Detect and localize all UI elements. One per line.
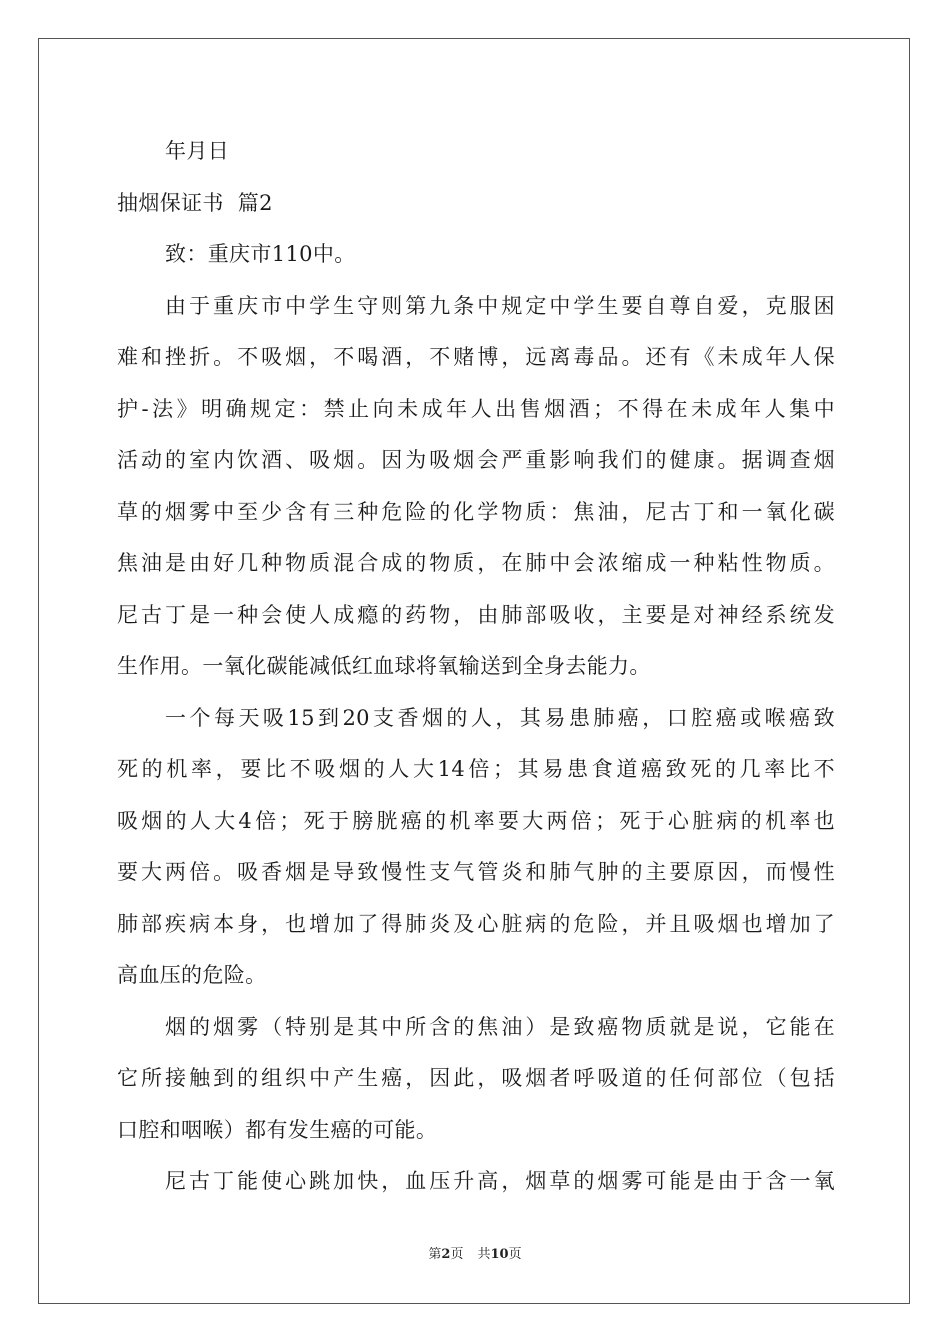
page-footer (0, 1246, 950, 1264)
paragraph-line: 它所接触到的组织中产生癌，因此，吸烟者呼吸道的任何部位（包括 (117, 1066, 835, 1090)
paragraph-line: 由于重庆市中学生守则第九条中规定中学生要自尊自爱，克服困 (165, 293, 835, 318)
paragraph-line: 焦油是由好几种物质混合成的物质，在肺中会浓缩成一种粘性物质。 (117, 551, 835, 575)
paragraph-line: 尼古丁能使心跳加快，血压升高，烟草的烟雾可能是由于含一氧 (165, 1169, 835, 1193)
paragraph-line: 口腔和咽喉）都有发生癌的可能。 (117, 1117, 438, 1142)
paragraph-line: 一个每天吸15到20支香烟的人，其易患肺癌，口腔癌或喉癌致 (165, 705, 835, 730)
paragraph-4 (117, 1156, 835, 1208)
paragraph-line: 护-法》明确规定：禁止向未成年人出售烟酒；不得在未成年人集中 (117, 396, 835, 421)
footer-total-suffix: 页 (508, 1247, 522, 1262)
total-pages-number: 10 (490, 1247, 509, 1262)
document-heading: 抽烟保证书 篇2 (117, 190, 273, 215)
paragraph-2 (117, 693, 835, 1002)
footer-page-suffix: 页 (450, 1247, 464, 1262)
paragraph-line: 高血压的危险。 (117, 963, 267, 987)
paragraph-line: 死的机率，要比不吸烟的人大14倍；其易患食道癌致死的几率比不 (117, 757, 835, 781)
date-line: 年月日 (165, 139, 230, 163)
paragraph-line: 烟的烟雾（特别是其中所含的焦油）是致癌物质就是说，它能在 (165, 1014, 835, 1039)
paragraph-line: 草的烟雾中至少含有三种危险的化学物质：焦油，尼古丁和一氧化碳 (117, 499, 835, 524)
paragraph-3 (117, 1002, 835, 1157)
document-body (117, 126, 835, 1208)
paragraph-line: 要大两倍。吸香烟是导致慢性支气管炎和肺气肿的主要原因，而慢性 (117, 860, 835, 884)
footer-total-prefix: 共 (477, 1247, 491, 1262)
current-page-number: 2 (441, 1247, 451, 1262)
addressee-line: 致：重庆市110中。 (165, 242, 356, 266)
paragraph-1 (117, 281, 835, 693)
paragraph-line: 肺部疾病本身，也增加了得肺炎及心脏病的危险，并且吸烟也增加了 (117, 911, 835, 936)
paragraph-line: 生作用。一氧化碳能减低红血球将氧输送到全身去能力。 (117, 654, 651, 678)
paragraph-line: 活动的室内饮酒、吸烟。因为吸烟会严重影响我们的健康。据调查烟 (117, 448, 835, 472)
paragraph-line: 尼古丁是一种会使人成瘾的药物，由肺部吸收，主要是对神经系统发 (117, 602, 835, 627)
paragraph-line: 难和挫折。不吸烟，不喝酒，不赌博，远离毒品。还有《未成年人保 (117, 345, 835, 369)
footer-prefix: 第 (428, 1247, 442, 1262)
paragraph-line: 吸烟的人大4倍；死于膀胱癌的机率要大两倍；死于心脏病的机率也 (117, 808, 835, 833)
